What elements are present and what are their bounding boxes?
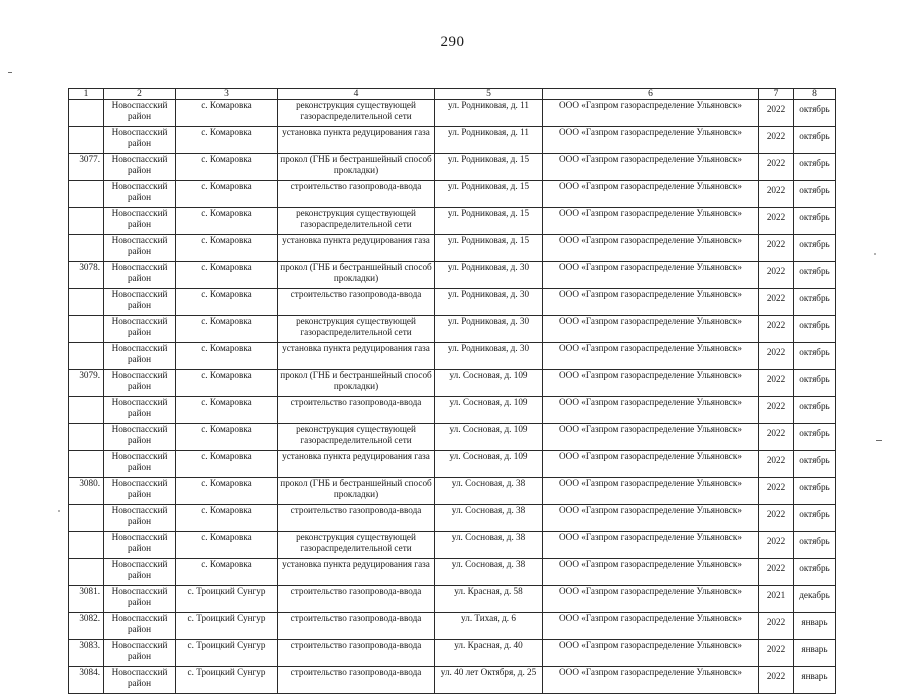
month-cell: октябрь xyxy=(794,559,836,586)
table-row xyxy=(69,397,836,424)
work-type-cell: реконструкция существующей газораспределительной сети xyxy=(278,316,435,343)
organization-cell: ООО «Газпром газораспределение Ульяновск» xyxy=(543,451,759,478)
settlement-cell: с. Троицкий Сунгур xyxy=(176,667,278,694)
settlement-cell: с. Комаровка xyxy=(176,478,278,505)
organization-cell: ООО «Газпром газораспределение Ульяновск» xyxy=(543,640,759,667)
work-type-cell: прокол (ГНБ и бестраншейный способ прокладки) xyxy=(278,262,435,289)
work-type-cell: строительство газопровода-ввода xyxy=(278,397,435,424)
work-type-cell: установка пункта редуцирования газа xyxy=(278,235,435,262)
table-row xyxy=(69,451,836,478)
work-type-cell: установка пункта редуцирования газа xyxy=(278,343,435,370)
district-cell: Новоспасский район xyxy=(104,559,176,586)
settlement-cell: с. Троицкий Сунгур xyxy=(176,613,278,640)
district-cell: Новоспасский район xyxy=(104,370,176,397)
work-type-cell: строительство газопровода-ввода xyxy=(278,586,435,613)
address-cell: ул. Красная, д. 40 xyxy=(435,640,543,667)
settlement-cell: с. Комаровка xyxy=(176,208,278,235)
district-cell: Новоспасский район xyxy=(104,424,176,451)
table-row xyxy=(69,640,836,667)
table-row xyxy=(69,289,836,316)
year-cell: 2022 xyxy=(759,559,794,586)
work-type-cell: установка пункта редуцирования газа xyxy=(278,559,435,586)
column-header: 2 xyxy=(104,89,176,100)
organization-cell: ООО «Газпром газораспределение Ульяновск» xyxy=(543,370,759,397)
work-type-cell: установка пункта редуцирования газа xyxy=(278,451,435,478)
row-number-cell: 3082. xyxy=(69,613,104,640)
address-cell: ул. Сосновая, д. 38 xyxy=(435,505,543,532)
address-cell: ул. Сосновая, д. 38 xyxy=(435,478,543,505)
row-number-cell xyxy=(69,289,104,316)
row-number-cell xyxy=(69,532,104,559)
organization-cell: ООО «Газпром газораспределение Ульяновск» xyxy=(543,127,759,154)
month-cell: октябрь xyxy=(794,181,836,208)
year-cell: 2022 xyxy=(759,262,794,289)
settlement-cell: с. Троицкий Сунгур xyxy=(176,586,278,613)
row-number-cell: 3078. xyxy=(69,262,104,289)
row-number-cell: 3084. xyxy=(69,667,104,694)
settlement-cell: с. Комаровка xyxy=(176,532,278,559)
page-number: 290 xyxy=(440,34,465,50)
table-row xyxy=(69,370,836,397)
district-cell: Новоспасский район xyxy=(104,640,176,667)
settlement-cell: с. Комаровка xyxy=(176,262,278,289)
year-cell: 2022 xyxy=(759,613,794,640)
scan-mark xyxy=(876,440,882,441)
table-row xyxy=(69,613,836,640)
month-cell: январь xyxy=(794,613,836,640)
address-cell: ул. Сосновая, д. 109 xyxy=(435,451,543,478)
row-number-cell xyxy=(69,559,104,586)
settlement-cell: с. Комаровка xyxy=(176,316,278,343)
row-number-cell xyxy=(69,127,104,154)
table-row xyxy=(69,667,836,694)
organization-cell: ООО «Газпром газораспределение Ульяновск» xyxy=(543,559,759,586)
address-cell: ул. Тихая, д. 6 xyxy=(435,613,543,640)
year-cell: 2022 xyxy=(759,289,794,316)
organization-cell: ООО «Газпром газораспределение Ульяновск» xyxy=(543,532,759,559)
month-cell: октябрь xyxy=(794,289,836,316)
month-cell: январь xyxy=(794,667,836,694)
row-number-cell xyxy=(69,424,104,451)
work-type-cell: реконструкция существующей газораспределительной сети xyxy=(278,208,435,235)
table-row xyxy=(69,478,836,505)
row-number-cell xyxy=(69,181,104,208)
month-cell: октябрь xyxy=(794,505,836,532)
gas-works-table xyxy=(68,88,836,694)
year-cell: 2022 xyxy=(759,235,794,262)
month-cell: октябрь xyxy=(794,316,836,343)
settlement-cell: с. Комаровка xyxy=(176,505,278,532)
address-cell: ул. Сосновая, д. 38 xyxy=(435,532,543,559)
year-cell: 2022 xyxy=(759,532,794,559)
month-cell: октябрь xyxy=(794,451,836,478)
work-type-cell: строительство газопровода-ввода xyxy=(278,640,435,667)
row-number-cell: 3080. xyxy=(69,478,104,505)
year-cell: 2022 xyxy=(759,397,794,424)
settlement-cell: с. Комаровка xyxy=(176,181,278,208)
district-cell: Новоспасский район xyxy=(104,586,176,613)
row-number-cell xyxy=(69,505,104,532)
address-cell: ул. Родниковая, д. 30 xyxy=(435,343,543,370)
column-header: 7 xyxy=(759,89,794,100)
work-type-cell: прокол (ГНБ и бестраншейный способ прокладки) xyxy=(278,478,435,505)
organization-cell: ООО «Газпром газораспределение Ульяновск» xyxy=(543,235,759,262)
district-cell: Новоспасский район xyxy=(104,316,176,343)
table-row xyxy=(69,181,836,208)
column-header: 6 xyxy=(543,89,759,100)
address-cell: ул. Родниковая, д. 30 xyxy=(435,262,543,289)
year-cell: 2022 xyxy=(759,478,794,505)
district-cell: Новоспасский район xyxy=(104,127,176,154)
column-header: 8 xyxy=(794,89,836,100)
address-cell: ул. Сосновая, д. 109 xyxy=(435,370,543,397)
settlement-cell: с. Комаровка xyxy=(176,559,278,586)
row-number-cell xyxy=(69,235,104,262)
district-cell: Новоспасский район xyxy=(104,235,176,262)
address-cell: ул. Родниковая, д. 11 xyxy=(435,100,543,127)
work-type-cell: реконструкция существующей газораспределительной сети xyxy=(278,424,435,451)
organization-cell: ООО «Газпром газораспределение Ульяновск» xyxy=(543,316,759,343)
address-cell: ул. Сосновая, д. 109 xyxy=(435,424,543,451)
settlement-cell: с. Комаровка xyxy=(176,100,278,127)
month-cell: январь xyxy=(794,640,836,667)
settlement-cell: с. Комаровка xyxy=(176,289,278,316)
work-type-cell: установка пункта редуцирования газа xyxy=(278,127,435,154)
table-header-row xyxy=(69,89,836,100)
year-cell: 2022 xyxy=(759,505,794,532)
row-number-cell xyxy=(69,316,104,343)
settlement-cell: с. Комаровка xyxy=(176,127,278,154)
table-row xyxy=(69,343,836,370)
month-cell: октябрь xyxy=(794,343,836,370)
year-cell: 2022 xyxy=(759,181,794,208)
table-row xyxy=(69,532,836,559)
district-cell: Новоспасский район xyxy=(104,532,176,559)
district-cell: Новоспасский район xyxy=(104,451,176,478)
month-cell: октябрь xyxy=(794,235,836,262)
district-cell: Новоспасский район xyxy=(104,397,176,424)
row-number-cell xyxy=(69,100,104,127)
table-row xyxy=(69,505,836,532)
year-cell: 2022 xyxy=(759,640,794,667)
organization-cell: ООО «Газпром газораспределение Ульяновск» xyxy=(543,613,759,640)
year-cell: 2022 xyxy=(759,451,794,478)
table-row xyxy=(69,262,836,289)
table-row xyxy=(69,127,836,154)
address-cell: ул. Родниковая, д. 15 xyxy=(435,208,543,235)
row-number-cell xyxy=(69,451,104,478)
organization-cell: ООО «Газпром газораспределение Ульяновск» xyxy=(543,478,759,505)
table-row xyxy=(69,100,836,127)
table-row xyxy=(69,208,836,235)
district-cell: Новоспасский район xyxy=(104,289,176,316)
organization-cell: ООО «Газпром газораспределение Ульяновск» xyxy=(543,154,759,181)
work-type-cell: строительство газопровода-ввода xyxy=(278,505,435,532)
column-header: 4 xyxy=(278,89,435,100)
table-row xyxy=(69,586,836,613)
settlement-cell: с. Комаровка xyxy=(176,154,278,181)
row-number-cell: 3077. xyxy=(69,154,104,181)
settlement-cell: с. Комаровка xyxy=(176,424,278,451)
row-number-cell: 3081. xyxy=(69,586,104,613)
address-cell: ул. Родниковая, д. 15 xyxy=(435,235,543,262)
year-cell: 2022 xyxy=(759,208,794,235)
table-body xyxy=(69,100,836,694)
year-cell: 2022 xyxy=(759,667,794,694)
settlement-cell: с. Комаровка xyxy=(176,343,278,370)
district-cell: Новоспасский район xyxy=(104,478,176,505)
row-number-cell xyxy=(69,343,104,370)
month-cell: октябрь xyxy=(794,397,836,424)
settlement-cell: с. Троицкий Сунгур xyxy=(176,640,278,667)
address-cell: ул. Сосновая, д. 38 xyxy=(435,559,543,586)
address-cell: ул. Родниковая, д. 30 xyxy=(435,316,543,343)
settlement-cell: с. Комаровка xyxy=(176,370,278,397)
organization-cell: ООО «Газпром газораспределение Ульяновск» xyxy=(543,343,759,370)
table-row xyxy=(69,316,836,343)
column-header: 5 xyxy=(435,89,543,100)
year-cell: 2022 xyxy=(759,154,794,181)
year-cell: 2022 xyxy=(759,424,794,451)
table-row xyxy=(69,154,836,181)
district-cell: Новоспасский район xyxy=(104,154,176,181)
year-cell: 2022 xyxy=(759,127,794,154)
organization-cell: ООО «Газпром газораспределение Ульяновск» xyxy=(543,181,759,208)
district-cell: Новоспасский район xyxy=(104,667,176,694)
month-cell: октябрь xyxy=(794,478,836,505)
year-cell: 2021 xyxy=(759,586,794,613)
address-cell: ул. Родниковая, д. 15 xyxy=(435,181,543,208)
settlement-cell: с. Комаровка xyxy=(176,235,278,262)
settlement-cell: с. Комаровка xyxy=(176,397,278,424)
month-cell: октябрь xyxy=(794,262,836,289)
district-cell: Новоспасский район xyxy=(104,100,176,127)
month-cell: октябрь xyxy=(794,208,836,235)
year-cell: 2022 xyxy=(759,370,794,397)
address-cell: ул. Родниковая, д. 30 xyxy=(435,289,543,316)
table-row xyxy=(69,235,836,262)
month-cell: октябрь xyxy=(794,154,836,181)
district-cell: Новоспасский район xyxy=(104,208,176,235)
row-number-cell xyxy=(69,397,104,424)
work-type-cell: строительство газопровода-ввода xyxy=(278,181,435,208)
organization-cell: ООО «Газпром газораспределение Ульяновск» xyxy=(543,667,759,694)
scan-dust xyxy=(874,253,876,255)
settlement-cell: с. Комаровка xyxy=(176,451,278,478)
scan-mark xyxy=(8,72,12,73)
work-type-cell: реконструкция существующей газораспределительной сети xyxy=(278,532,435,559)
column-header: 3 xyxy=(176,89,278,100)
work-type-cell: прокол (ГНБ и бестраншейный способ прокладки) xyxy=(278,154,435,181)
district-cell: Новоспасский район xyxy=(104,343,176,370)
district-cell: Новоспасский район xyxy=(104,613,176,640)
organization-cell: ООО «Газпром газораспределение Ульяновск» xyxy=(543,262,759,289)
address-cell: ул. Родниковая, д. 11 xyxy=(435,127,543,154)
year-cell: 2022 xyxy=(759,100,794,127)
organization-cell: ООО «Газпром газораспределение Ульяновск» xyxy=(543,100,759,127)
table-row xyxy=(69,559,836,586)
gas-works-table-container xyxy=(68,88,835,694)
scan-dust xyxy=(58,510,60,512)
row-number-cell: 3079. xyxy=(69,370,104,397)
work-type-cell: строительство газопровода-ввода xyxy=(278,667,435,694)
table-row xyxy=(69,424,836,451)
row-number-cell: 3083. xyxy=(69,640,104,667)
work-type-cell: строительство газопровода-ввода xyxy=(278,613,435,640)
organization-cell: ООО «Газпром газораспределение Ульяновск» xyxy=(543,208,759,235)
month-cell: октябрь xyxy=(794,100,836,127)
district-cell: Новоспасский район xyxy=(104,181,176,208)
work-type-cell: строительство газопровода-ввода xyxy=(278,289,435,316)
address-cell: ул. Красная, д. 58 xyxy=(435,586,543,613)
month-cell: октябрь xyxy=(794,424,836,451)
month-cell: октябрь xyxy=(794,532,836,559)
year-cell: 2022 xyxy=(759,343,794,370)
organization-cell: ООО «Газпром газораспределение Ульяновск» xyxy=(543,289,759,316)
month-cell: октябрь xyxy=(794,127,836,154)
address-cell: ул. Сосновая, д. 109 xyxy=(435,397,543,424)
row-number-cell xyxy=(69,208,104,235)
work-type-cell: прокол (ГНБ и бестраншейный способ прокладки) xyxy=(278,370,435,397)
organization-cell: ООО «Газпром газораспределение Ульяновск» xyxy=(543,424,759,451)
address-cell: ул. 40 лет Октября, д. 25 xyxy=(435,667,543,694)
address-cell: ул. Родниковая, д. 15 xyxy=(435,154,543,181)
organization-cell: ООО «Газпром газораспределение Ульяновск» xyxy=(543,586,759,613)
organization-cell: ООО «Газпром газораспределение Ульяновск» xyxy=(543,397,759,424)
work-type-cell: реконструкция существующей газораспределительной сети xyxy=(278,100,435,127)
month-cell: декабрь xyxy=(794,586,836,613)
month-cell: октябрь xyxy=(794,370,836,397)
column-header: 1 xyxy=(69,89,104,100)
organization-cell: ООО «Газпром газораспределение Ульяновск» xyxy=(543,505,759,532)
district-cell: Новоспасский район xyxy=(104,505,176,532)
district-cell: Новоспасский район xyxy=(104,262,176,289)
year-cell: 2022 xyxy=(759,316,794,343)
